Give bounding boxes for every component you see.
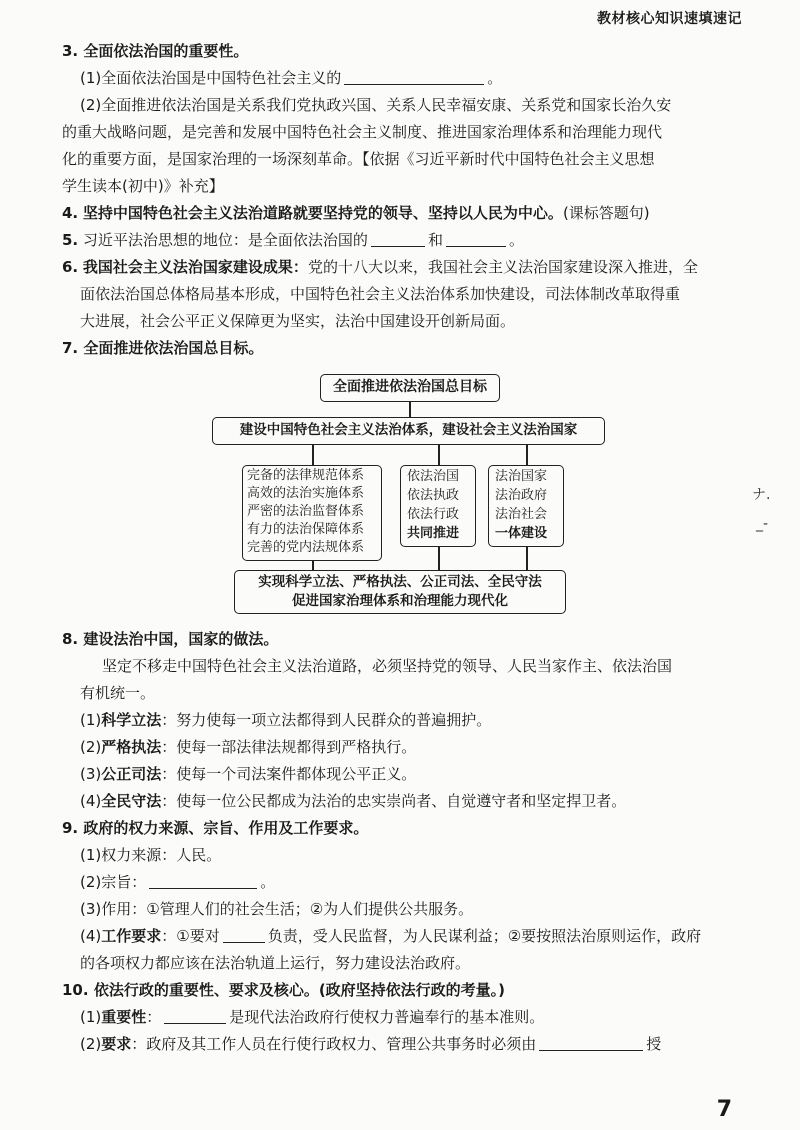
section-title: 全面推进依法治国总目标。: [83, 339, 264, 357]
diagram-col2-box: [400, 465, 476, 547]
keyword: 工作要求: [101, 927, 162, 945]
diagram-top-box: 全面推进依法治国总目标: [320, 374, 500, 402]
text: (1): [80, 711, 102, 729]
fill-blank[interactable]: [164, 1005, 226, 1024]
section-3-item-2-line-4: 学生读本(初中)》补充】: [62, 177, 224, 195]
section-3-item-2-line-1: (2)全面推进依法治国是关系我们党执政兴国、关系人民幸福安康、关系党和国家长治久安: [80, 96, 672, 114]
section-8-item-4: [62, 788, 752, 815]
section-number: 3.: [62, 42, 79, 60]
fill-blank[interactable]: [446, 228, 506, 247]
text: ：努力使每一项立法都得到人民群众的普遍拥护。: [161, 711, 492, 729]
text: ：: [146, 1008, 162, 1026]
diagram-bottom-box: [234, 570, 566, 614]
text: ：①要对: [161, 927, 220, 945]
diagram-item: 严密的法治监督体系: [247, 504, 365, 519]
connector: [312, 445, 314, 465]
document-body: [62, 38, 752, 1058]
diagram-item: 完善的党内法规体系: [247, 540, 365, 555]
text: (3): [80, 765, 102, 783]
text: (2): [80, 738, 102, 756]
fill-blank[interactable]: [539, 1032, 643, 1051]
diagram-item: 共同推进: [407, 526, 460, 541]
section-9-item-3: (3)作用：①管理人们的社会生活；②为人们提供公共服务。: [80, 900, 474, 918]
section-10-heading: [62, 977, 752, 1004]
text: 。: [508, 231, 524, 249]
text: 。: [487, 69, 503, 87]
section-number: 8.: [62, 630, 79, 648]
text: (2)宗旨：: [80, 873, 147, 891]
section-title: 坚持中国特色社会主义法治道路就要坚持党的领导、坚持以人民为中心。: [82, 204, 563, 222]
diagram-col3-box: [488, 465, 564, 547]
section-9-item-2: [62, 869, 752, 896]
section-3-heading: [62, 38, 752, 65]
diagram-item: 依法行政: [407, 507, 460, 522]
text: 党的十八大以来，我国社会主义法治国家建设深入推进，全: [307, 258, 698, 276]
section-title: 依法行政的重要性、要求及核心。(政府坚持依法行政的考量。): [93, 981, 506, 999]
page-header-title: 教材核心知识速填速记: [597, 11, 742, 27]
page-number: 7: [716, 1097, 732, 1122]
margin-mark: ナ.: [752, 487, 771, 503]
keyword: 严格执法: [101, 738, 162, 756]
text: 授: [646, 1035, 662, 1053]
keyword: 要求: [101, 1035, 132, 1053]
text: (4): [80, 792, 102, 810]
section-9-item-4: [62, 923, 752, 950]
text: ：使每一个司法案件都体现公平正义。: [161, 765, 417, 783]
diagram-item: 法治国家: [495, 469, 548, 484]
section-number: 10.: [62, 981, 89, 999]
section-10-item-2: [62, 1031, 752, 1058]
diagram-item: 法治政府: [495, 488, 548, 503]
fill-blank[interactable]: [344, 66, 484, 85]
goal-diagram: [62, 370, 752, 622]
text: (4): [80, 927, 102, 945]
connector: [312, 561, 314, 570]
diagram-item: 有力的法治保障体系: [247, 522, 365, 537]
text: (1): [80, 1008, 102, 1026]
diagram-item: 高效的法治实施体系: [247, 486, 365, 501]
margin-mark: _-: [756, 516, 769, 532]
connector: [526, 547, 528, 570]
diagram-middle-box: 建设中国特色社会主义法治体系，建设社会主义法治国家: [212, 417, 605, 445]
text: ：使每一部法律法规都得到严格执行。: [161, 738, 417, 756]
section-8-intro-line-2: 有机统一。: [80, 684, 156, 702]
connector: [409, 402, 411, 417]
fill-blank[interactable]: [149, 870, 257, 889]
section-6-line-3: 大进展，社会公平正义保障更为坚实，法治中国建设开创新局面。: [80, 312, 516, 330]
keyword: 全民守法: [101, 792, 162, 810]
section-9-heading: [62, 815, 752, 842]
section-number: 9.: [62, 819, 79, 837]
diagram-item: 促进国家治理体系和治理能力现代化: [292, 593, 508, 609]
section-number: 4.: [62, 204, 79, 222]
text: (2): [80, 1035, 102, 1053]
text: 和: [427, 231, 443, 249]
text: 。: [260, 873, 276, 891]
text: 是现代法治政府行使权力普遍奉行的基本准则。: [229, 1008, 545, 1026]
diagram-item: 法治社会: [495, 507, 548, 522]
section-8-heading: [62, 626, 752, 653]
diagram-item: 完备的法律规范体系: [247, 468, 365, 483]
text: 负责，受人民监督，为人民谋利益；②要按照法治原则运作，政府: [267, 927, 702, 945]
text: ：使每一位公民都成为法治的忠实崇尚者、自觉遵守者和坚定捍卫者。: [161, 792, 627, 810]
connector: [526, 445, 528, 465]
section-9-item-4-line-2: 的各项权力都应该在法治轨道上运行，努力建设法治政府。: [80, 954, 471, 972]
keyword: 公正司法: [101, 765, 162, 783]
section-3-item-2-line-3: 化的重要方面，是国家治理的一场深刻革命。【依据《习近平新时代中国特色社会主义思想: [62, 150, 655, 168]
section-8-item-2: [62, 734, 752, 761]
section-title: 政府的权力来源、宗旨、作用及工作要求。: [83, 819, 369, 837]
section-8-item-1: [62, 707, 752, 734]
connector: [438, 547, 440, 570]
connector: [438, 445, 440, 465]
text: ：政府及其工作人员在行使行政权力、管理公共事务时必须由: [131, 1035, 537, 1053]
diagram-col1-box: [242, 465, 382, 561]
text: 习近平法治思想的地位：是全面依法治国的: [82, 231, 368, 249]
section-4: [62, 200, 752, 227]
section-note: (课标答题句): [562, 204, 650, 222]
diagram-item: 实现科学立法、严格执法、公正司法、全民守法: [258, 574, 542, 590]
section-number: 5.: [62, 231, 79, 249]
diagram-item: 依法治国: [407, 469, 460, 484]
section-8-intro-line-1: 坚定不移走中国特色社会主义法治道路，必须坚持党的领导、人民当家作主、依法治国: [102, 657, 673, 675]
section-3-item-1: [62, 65, 752, 92]
section-title: 全面依法治国的重要性。: [83, 42, 249, 60]
section-6-line-2: 面依法治国总体格局基本形成，中国特色社会主义法治体系加快建设，司法体制改革取得重: [80, 285, 681, 303]
section-6-line-1: [62, 254, 752, 281]
fill-blank[interactable]: [223, 924, 265, 943]
section-title: 我国社会主义法治国家建设成果：: [82, 258, 308, 276]
section-title: 建设法治中国，国家的做法。: [83, 630, 279, 648]
section-9-item-1: (1)权力来源：人民。: [80, 846, 222, 864]
keyword: 重要性: [101, 1008, 147, 1026]
diagram-item: 依法执政: [407, 488, 460, 503]
text: (1)全面依法治国是中国特色社会主义的: [80, 69, 342, 87]
section-3-item-2-line-2: 的重大战略问题，是完善和发展中国特色社会主义制度、推进国家治理体系和治理能力现代: [62, 123, 663, 141]
section-8-item-3: [62, 761, 752, 788]
section-7-heading: [62, 335, 752, 362]
section-10-item-1: [62, 1004, 752, 1031]
section-number: 6.: [62, 258, 79, 276]
section-number: 7.: [62, 339, 79, 357]
section-5: [62, 227, 752, 254]
diagram-item: 一体建设: [495, 526, 548, 541]
fill-blank[interactable]: [371, 228, 425, 247]
keyword: 科学立法: [101, 711, 162, 729]
